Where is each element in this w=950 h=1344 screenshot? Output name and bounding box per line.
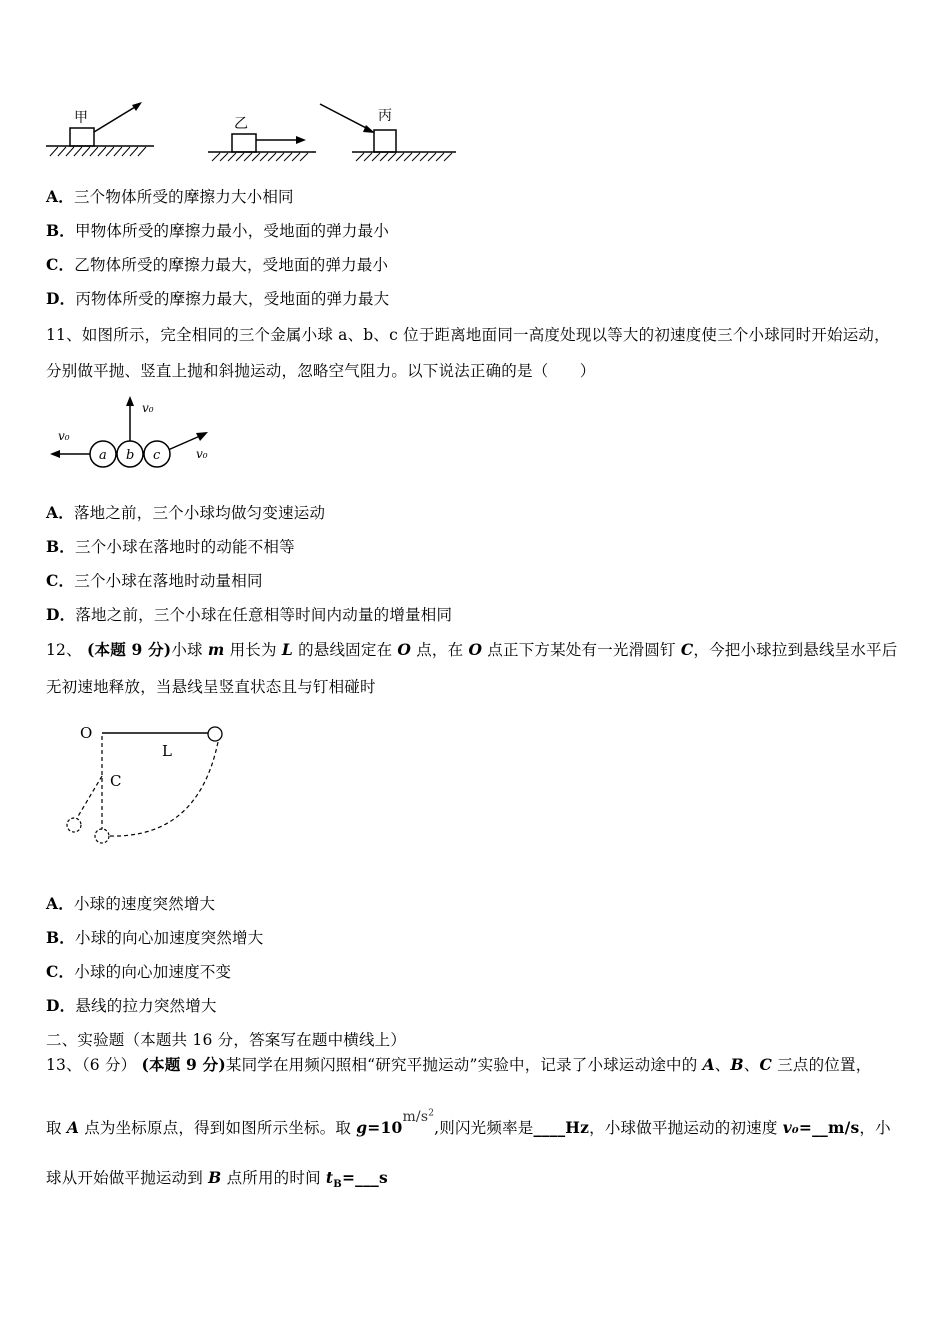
- q12-stem-line2: 无初速地释放，当悬线呈竖直状态且与钉相碰时: [46, 678, 376, 696]
- q12-option-c: C．小球的向心加速度不变: [46, 962, 232, 981]
- q12-option-a: A．小球的速度突然增大: [46, 894, 216, 913]
- q11-option-c: C．三个小球在落地时动量相同: [46, 571, 263, 590]
- block-bing: [320, 104, 456, 161]
- q10-option-c: C．乙物体所受的摩擦力最大，受地面的弹力最小: [46, 255, 389, 274]
- q13-stem-line3: 球从开始做平抛运动到 B 点所用的时间 $t_B=\_\_\_s$: [46, 1168, 388, 1191]
- label-jia: 甲: [74, 110, 88, 126]
- blank-velocity: __: [812, 1118, 828, 1137]
- label-yi: 乙: [234, 116, 248, 132]
- v0-left-label: v₀: [58, 429, 70, 443]
- three-balls-figure: [46, 392, 226, 472]
- q12-option-d: D．悬线的拉力突然增大: [46, 996, 217, 1015]
- length-l-label: L: [162, 742, 172, 760]
- q10-option-a: A．三个物体所受的摩擦力大小相同: [46, 187, 294, 206]
- block-yi: [208, 116, 316, 161]
- q11-stem-line2: 分别做平抛、竖直上抛和斜抛运动，忽略空气阻力。以下说法正确的是（ ）: [46, 362, 596, 380]
- block-jia: [46, 102, 154, 156]
- q12-stem-line1: 12、 (本题 9 分)小球 m 用长为 L 的悬线固定在 O 点，在 O 点正下方某处有一光滑圆钉 C，今把小球拉到悬线呈水平后: [46, 640, 898, 659]
- nail-c-label: C: [110, 772, 122, 790]
- v0-right-label: v₀: [196, 447, 208, 461]
- q10-option-d: D．丙物体所受的摩擦力最大，受地面的弹力最大: [46, 289, 390, 308]
- q11-option-a: A．落地之前，三个小球均做匀变速运动: [46, 503, 326, 522]
- pivot-o-label: O: [80, 724, 93, 742]
- ball-c-label: c: [153, 448, 161, 463]
- q11-option-b: B．三个小球在落地时的动能不相等: [46, 537, 295, 556]
- label-bing: 丙: [378, 108, 392, 124]
- ball-b-label: b: [126, 448, 135, 463]
- v0-up-label: v₀: [142, 401, 154, 415]
- pendulum-figure: [58, 718, 258, 848]
- unit-ms2: $m/s^2$: [402, 1108, 435, 1125]
- section-2-heading: 二、实验题（本题共 16 分，答案写在题中横线上）: [46, 1031, 407, 1049]
- q11-stem-line1: 11、如图所示，完全相同的三个金属小球 a、b、c 位于距离地面同一高度处现以等大的初速度使三个小球同时开始运动，: [46, 326, 890, 344]
- blank-frequency: ____: [533, 1118, 566, 1137]
- friction-blocks-figure: [44, 96, 464, 166]
- q11-option-d: D．落地之前，三个小球在任意相等时间内动量的增量相同: [46, 605, 453, 624]
- q10-option-b: B．甲物体所受的摩擦力最小，受地面的弹力最小: [46, 221, 390, 240]
- q13-stem-line2: 取 A 点为坐标原点，得到如图所示坐标。取 $g=10m/s^2$,则闪光频率是____Hz，小球做平抛运动的初速度 v₀=__m/s，小: [46, 1108, 891, 1137]
- q12-option-b: B．小球的向心加速度突然增大: [46, 928, 264, 947]
- blank-time: ___: [355, 1168, 379, 1187]
- ball-a-label: a: [99, 448, 107, 463]
- q13-stem-line1: 13、（6 分） (本题 9 分)某同学在用频闪照相“研究平抛运动”实验中，记录了小球运动途中的 A、B、C 三点的位置，: [46, 1055, 872, 1074]
